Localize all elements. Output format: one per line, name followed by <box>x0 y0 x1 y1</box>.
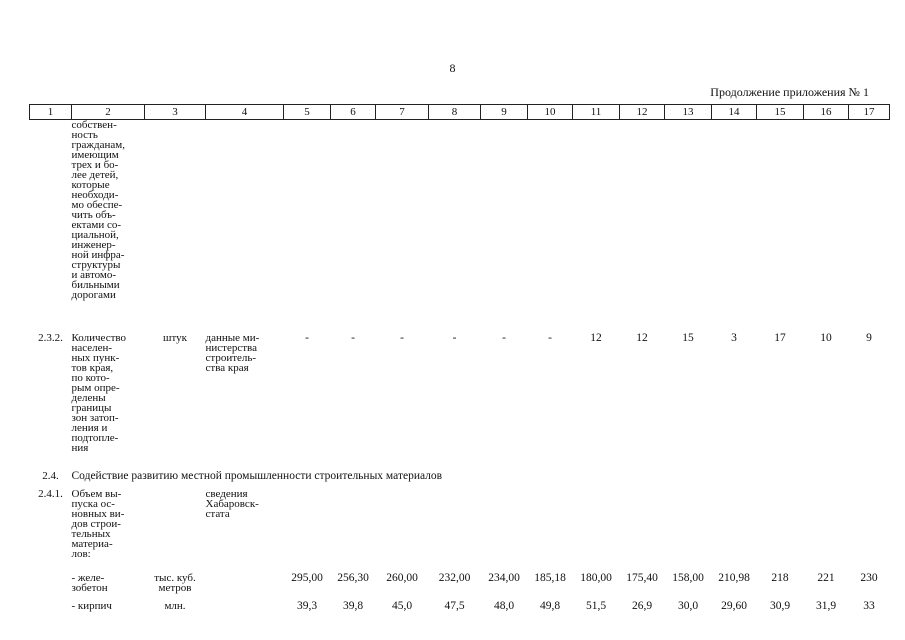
column-header: 7 <box>376 105 429 120</box>
value-cell: 9 <box>866 331 872 344</box>
column-header: 2 <box>72 105 145 120</box>
row-number: 2.4.1. <box>38 487 63 500</box>
value-cell: 234,00 <box>488 571 520 584</box>
table-row <box>30 489 890 573</box>
value-cell: 180,00 <box>580 571 612 584</box>
unit-cell: млн. <box>164 599 186 612</box>
value-cell: 31,9 <box>815 599 837 612</box>
value-cell: 17 <box>774 331 786 344</box>
section-title: Содействие развитию местной промышленности строительных материалов <box>71 469 443 482</box>
table-row <box>30 120 890 333</box>
value-cell: 218 <box>771 571 789 584</box>
column-header: 5 <box>284 105 331 120</box>
indicator-name: - желе- зобетон <box>71 571 108 594</box>
value-cell: 12 <box>636 331 648 344</box>
value-cell: 49,8 <box>539 599 561 612</box>
column-header: 3 <box>145 105 206 120</box>
row-number: 2.4. <box>42 469 59 482</box>
column-header: 15 <box>757 105 804 120</box>
value-cell: 15 <box>682 331 694 344</box>
value-cell: 185,18 <box>534 571 566 584</box>
indicator-name: Объем вы- пуска ос- новных ви- дов строи- тельных материа- лов: <box>71 487 125 560</box>
section-row <box>30 471 890 489</box>
unit-cell: тыс. куб. метров <box>154 571 196 594</box>
column-header: 14 <box>712 105 757 120</box>
column-header: 10 <box>528 105 573 120</box>
value-cell: 175,40 <box>626 571 658 584</box>
value-cell: - <box>548 331 552 344</box>
indicator-name: - кирпич <box>71 599 112 612</box>
indicator-name: Количество населен- ных пунк- тов края, по кото- рым опре- делены границы зон затоп- ления и подтопле- ния <box>71 331 127 454</box>
table-row <box>30 573 890 601</box>
header-row <box>30 105 890 120</box>
page-number: 8 <box>449 61 456 75</box>
value-cell: 48,0 <box>493 599 515 612</box>
value-cell: 295,00 <box>291 571 323 584</box>
value-cell: - <box>351 331 355 344</box>
value-cell: - <box>305 331 309 344</box>
value-cell: 12 <box>590 331 602 344</box>
column-header: 4 <box>206 105 284 120</box>
value-cell: 256,30 <box>337 571 369 584</box>
value-cell: 260,00 <box>386 571 418 584</box>
row-number: 2.3.2. <box>38 331 63 344</box>
table-row <box>30 333 890 471</box>
value-cell: 210,98 <box>718 571 750 584</box>
value-cell: 30,9 <box>769 599 791 612</box>
unit-cell: штук <box>163 331 187 344</box>
value-cell: 45,0 <box>391 599 413 612</box>
value-cell: - <box>452 331 457 344</box>
column-header: 11 <box>573 105 620 120</box>
value-cell: 26,9 <box>631 599 653 612</box>
column-header: 6 <box>331 105 376 120</box>
value-cell: 10 <box>820 331 832 344</box>
value-cell: 221 <box>817 571 835 584</box>
value-cell: 47,5 <box>444 599 465 612</box>
column-header: 13 <box>665 105 712 120</box>
value-cell: - <box>400 331 404 344</box>
column-header: 9 <box>481 105 528 120</box>
column-header: 1 <box>30 105 72 120</box>
data-table <box>29 104 890 617</box>
column-header: 16 <box>804 105 849 120</box>
value-cell: 33 <box>863 599 875 612</box>
value-cell: 30,0 <box>677 599 699 612</box>
column-header: 17 <box>849 105 890 120</box>
value-cell: - <box>502 331 506 344</box>
value-cell: 230 <box>860 571 878 584</box>
source-cell: сведения Хабаровск- стата <box>205 487 259 520</box>
value-cell: 232,00 <box>438 571 471 584</box>
table-row <box>30 601 890 617</box>
value-cell: 39,3 <box>296 599 318 612</box>
indicator-name: собствен- ность гражданам, имеющим трех и бо- лее детей, которые необходи- мо обеспе- чить объ- ектами со- циальной, инженер- ной инфра- структуры и автомо- бильными дорогами <box>71 119 125 301</box>
value-cell: 3 <box>731 331 737 344</box>
continuation-label: Продолжение приложения № 1 <box>710 85 869 99</box>
value-cell: 51,5 <box>585 599 607 612</box>
value-cell: 39,8 <box>342 599 364 612</box>
column-header: 12 <box>620 105 665 120</box>
value-cell: 158,00 <box>672 571 704 584</box>
value-cell: 29,60 <box>721 599 747 612</box>
column-header: 8 <box>429 105 481 120</box>
source-cell: данные ми- нистерства строитель- ства края <box>205 331 260 374</box>
